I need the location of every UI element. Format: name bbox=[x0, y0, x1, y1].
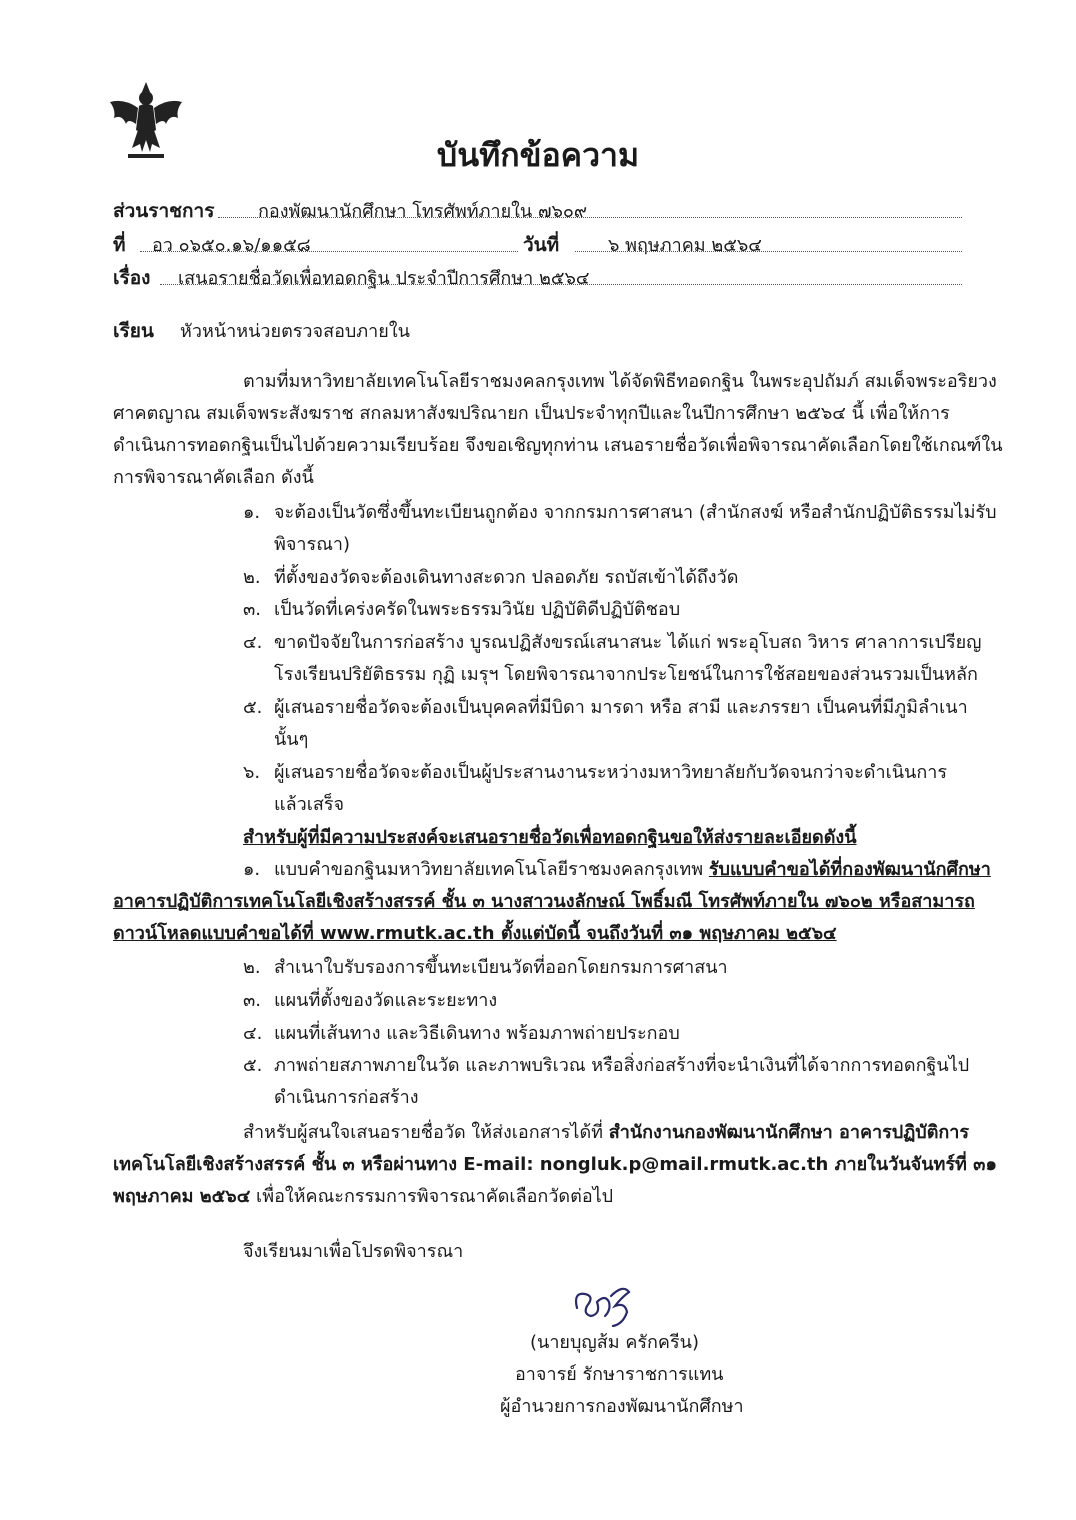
closing-text: จึงเรียนมาเพื่อโปรดพิจารณา bbox=[243, 1241, 464, 1262]
documents-heading: สำหรับผู้ที่มีความประสงค์จะเสนอรายชื่อวัดเพื่อทอดกฐินขอให้ส่งรายละเอียดดังนี้ bbox=[243, 827, 857, 848]
date-value: ๖ พฤษภาคม ๒๕๖๔ bbox=[608, 235, 762, 256]
handwritten-signature-icon bbox=[565, 1272, 645, 1332]
document-text: ดำเนินการก่อสร้าง bbox=[274, 1087, 419, 1108]
intro-line: ศาคตญาณ สมเด็จพระสังฆราช สกลมหาสังฆปริณายก เป็นประจำทุกปีและในปีการศึกษา ๒๕๖๔ นี้ เพื่อให้การ bbox=[113, 403, 950, 424]
submission-text: พฤษภาคม ๒๕๖๔ เพื่อให้คณะกรรมการพิจารณาคัดเลือกวัดต่อไป bbox=[113, 1186, 614, 1207]
document-text: แผนที่ตั้งของวัดและระยะทาง bbox=[274, 990, 498, 1011]
date-underline bbox=[575, 251, 962, 252]
document-text: สำเนาใบรับรองการขึ้นทะเบียนวัดที่ออกโดยกรมการศาสนา bbox=[274, 957, 728, 978]
document-text: อาคารปฏิบัติการเทคโนโลยีเชิงสร้างสรรค์ ชั้น ๓ นางสาวนงลักษณ์ โพธิ์มณี โทรศัพท์ภายใน ๗๖๐๒ หรือสามารถ bbox=[113, 891, 975, 912]
criteria-number: ๔. bbox=[243, 632, 263, 653]
criteria-text: ผู้เสนอรายชื่อวัดจะต้องเป็นบุคคลที่มีบิดา มารดา หรือ สามี และภรรยา เป็นคนที่มีภูมิลำเนา bbox=[274, 697, 968, 718]
document-text: แผนที่เส้นทาง และวิธีเดินทาง พร้อมภาพถ่ายประกอบ bbox=[274, 1023, 680, 1044]
criteria-number: ๖. bbox=[243, 762, 261, 783]
department-underline bbox=[218, 217, 962, 218]
subject-label: เรื่อง bbox=[113, 267, 151, 289]
criteria-text: ผู้เสนอรายชื่อวัดจะต้องเป็นผู้ประสานงานระหว่างมหาวิทยาลัยกับวัดจนกว่าจะดำเนินการ bbox=[274, 762, 948, 783]
reference-label: ที่ bbox=[113, 234, 126, 256]
signatory-name: (นายบุญส้ม ครักครีน) bbox=[530, 1332, 699, 1353]
memo-title: บันทึกข้อความ bbox=[436, 136, 640, 174]
signatory-position: อาจารย์ รักษาราชการแทน bbox=[515, 1364, 724, 1385]
department-value: กองพัฒนานักศึกษา โทรศัพท์ภายใน ๗๖๐๙ bbox=[258, 201, 588, 222]
criteria-text: ที่ตั้งของวัดจะต้องเดินทางสะดวก ปลอดภัย รถบัสเข้าได้ถึงวัด bbox=[274, 567, 739, 588]
document-number: ๔. bbox=[243, 1023, 263, 1044]
subject-underline bbox=[160, 284, 962, 285]
document-text: ภาพถ่ายสภาพภายในวัด และภาพบริเวณ หรือสิ่งก่อสร้างที่จะนำเงินที่ได้จากการทอดกฐินไป bbox=[274, 1055, 970, 1076]
signatory-position: ผู้อำนวยการกองพัฒนานักศึกษา bbox=[500, 1396, 744, 1417]
document-number: ๒. bbox=[243, 957, 261, 978]
criteria-text: แล้วเสร็จ bbox=[274, 794, 345, 815]
document-text: ดาวน์โหลดแบบคำขอได้ที่ www.rmutk.ac.th ตั้งแต่บัดนี้ จนถึงวันที่ ๓๑ พฤษภาคม ๒๕๖๔ bbox=[113, 923, 837, 944]
criteria-text: เป็นวัดที่เคร่งครัดในพระธรรมวินัย ปฏิบัติดีปฏิบัติชอบ bbox=[274, 599, 681, 620]
criteria-text: พิจารณา) bbox=[274, 534, 351, 555]
reference-value: อว ๐๖๕๐.๑๖/๑๑๕๘ bbox=[152, 235, 311, 256]
intro-line: ดำเนินการทอดกฐินเป็นไปด้วยความเรียบร้อย จึงขอเชิญทุกท่าน เสนอรายชื่อวัดเพื่อพิจารณาคัดเลือกโดยใช้เกณฑ์ใน bbox=[113, 435, 1003, 456]
recipient-label: เรียน bbox=[113, 320, 154, 342]
submission-text: สำหรับผู้สนใจเสนอรายชื่อวัด ให้ส่งเอกสารได้ที่ สำนักงานกองพัฒนานักศึกษา อาคารปฏิบัติการ bbox=[243, 1122, 970, 1143]
document-number: ๕. bbox=[243, 1055, 263, 1076]
reference-underline bbox=[140, 251, 518, 252]
recipient-value: หัวหน้าหน่วยตรวจสอบภายใน bbox=[180, 321, 410, 342]
criteria-number: ๑. bbox=[243, 502, 261, 523]
criteria-text: จะต้องเป็นวัดซึ่งขึ้นทะเบียนถูกต้อง จากกรมการศาสนา (สำนักสงฆ์ หรือสำนักปฏิบัติธรรมไม่รับ bbox=[274, 502, 997, 523]
document-text: แบบคำขอกฐินมหาวิทยาลัยเทคโนโลยีราชมงคลกรุงเทพ รับแบบคำขอได้ที่กองพัฒนานักศึกษา bbox=[274, 859, 991, 880]
submission-text: เทคโนโลยีเชิงสร้างสรรค์ ชั้น ๓ หรือผ่านทาง E-mail: nongluk.p@mail.rmutk.ac.th ภายในวันจันทร์ที่ ๓๑ bbox=[113, 1154, 997, 1175]
department-label: ส่วนราชการ bbox=[113, 200, 215, 222]
criteria-text: นั้นๆ bbox=[274, 729, 309, 750]
criteria-text: ขาดปัจจัยในการก่อสร้าง บูรณปฏิสังขรณ์เสนาสนะ ได้แก่ พระอุโบสถ วิหาร ศาลาการเปรียญ bbox=[274, 632, 982, 653]
criteria-number: ๓. bbox=[243, 599, 262, 620]
criteria-number: ๒. bbox=[243, 567, 261, 588]
criteria-text: โรงเรียนปริยัติธรรม กุฏิ เมรุฯ โดยพิจารณาจากประโยชน์ในการใช้สอยของส่วนรวมเป็นหลัก bbox=[274, 664, 978, 685]
document-number: ๑. bbox=[243, 859, 261, 880]
document-number: ๓. bbox=[243, 990, 262, 1011]
intro-line: ตามที่มหาวิทยาลัยเทคโนโลยีราชมงคลกรุงเทพ ได้จัดพิธีทอดกฐิน ในพระอุปถัมภ์ สมเด็จพระอริยวง bbox=[243, 371, 997, 392]
date-label: วันที่ bbox=[523, 234, 560, 256]
intro-line: การพิจารณาคัดเลือก ดังนี้ bbox=[113, 467, 314, 488]
criteria-number: ๕. bbox=[243, 697, 263, 718]
subject-value: เสนอรายชื่อวัดเพื่อทอดกฐิน ประจำปีการศึกษา ๒๕๖๔ bbox=[178, 268, 590, 289]
